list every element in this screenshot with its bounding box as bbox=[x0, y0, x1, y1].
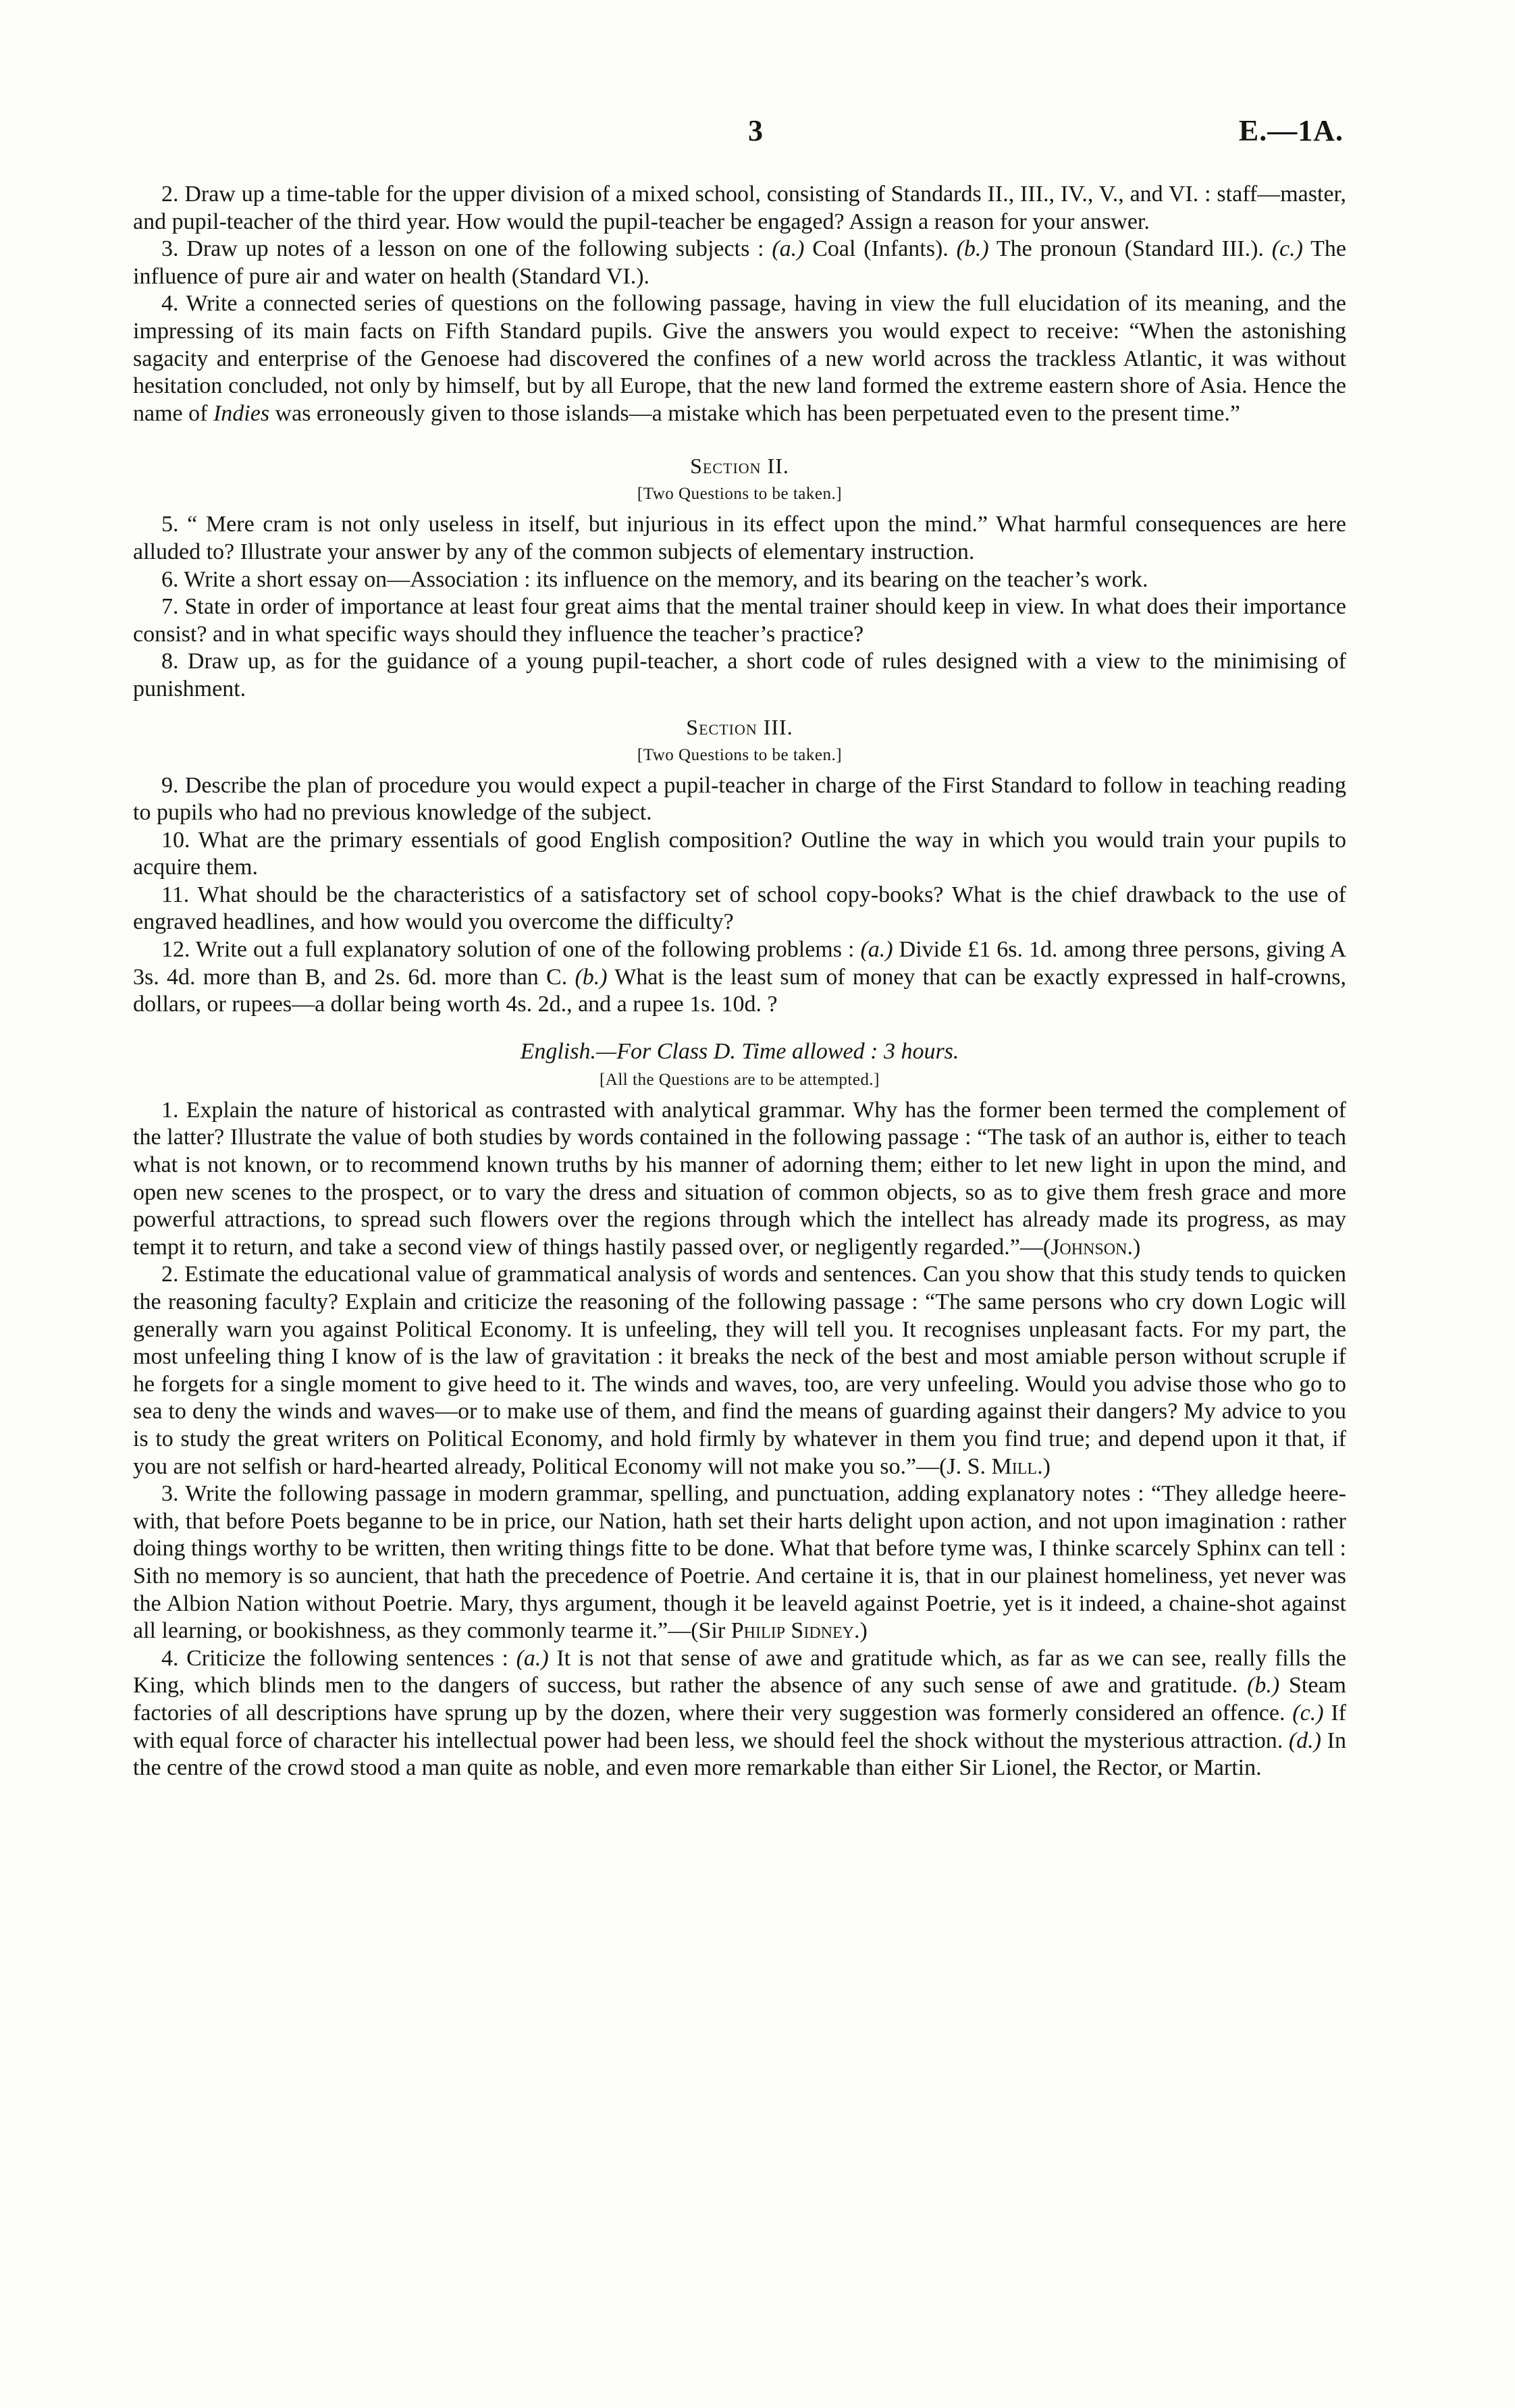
question-9: 9. Describe the plan of procedure you would expect a pupil-teacher in charge of the First Standard to follow in teaching reading to pupils who had no previous knowledge of the subject. bbox=[133, 772, 1346, 826]
eq4-c-text: If with equal force of character his intellectual power had been less, we should feel the shock without the mysterious attraction. bbox=[133, 1700, 1346, 1753]
q3-c-label: (c.) bbox=[1271, 236, 1303, 262]
q3-a-label: (a.) bbox=[772, 236, 805, 262]
question-4 bbox=[133, 290, 1346, 427]
english-paper-heading: English.—For Class D. Time allowed : 3 hours. bbox=[520, 1038, 959, 1064]
question-2: 2. Draw up a time-table for the upper division of a mixed school, consisting of Standards II., III., IV., V., and VI. : staff—master, and pupil-teacher of the third year. How would the pupil-teacher be engaged? Assign a reason for your answer. bbox=[133, 182, 1346, 234]
eq4-b-text: Steam factories of all descriptions have sprung up by the dozen, where their very suggestion was formerly considered an offence. bbox=[133, 1673, 1347, 1725]
english-instruction: [All the Questions are to be attempted.] bbox=[599, 1070, 880, 1089]
eq4-a-label: (a.) bbox=[516, 1645, 549, 1671]
eq4-lead: 4. Criticize the following sentences : bbox=[161, 1645, 516, 1671]
english-question-1 bbox=[133, 1097, 1346, 1262]
document-reference: E.—1A. bbox=[1238, 114, 1344, 147]
eq3-close: .) bbox=[854, 1618, 868, 1644]
eq2-text: 2. Estimate the educational value of grammatical analysis of words and sentences. Can you show that this study tends to quicken the reasoning faculty? Explain and criticize the reasoning of the following passage : “The same persons who cry down Logic will generally warn you against Political Economy. It is unfeeling, they will tell you. It recognises unpleasant facts. For my part, the most unfeeling thing I know of is the law of gravitation : it breaks the neck of the best and most amiable person without scruple if he forgets for a single moment to give heed to it. The winds and waves, too, are very unfeeling. Would you advise those who go to sea to deny the winds and waves—or to make use of them, and find the means of guarding against their dangers? My advice to you is to study the great writers on Political Economy, and hold firmly by whatever in them you find true; and depend upon it that, if you are not selfish or hard-hearted already, Political Economy will not make you so.”—(J. S. bbox=[133, 1262, 1346, 1479]
page-body bbox=[133, 181, 1346, 1782]
question-11: 11. What should be the characteristics of a satisfactory set of school copy-books? What is the chief drawback to the use of engraved headlines, and how would you overcome the difficulty? bbox=[133, 882, 1346, 935]
question-6: 6. Write a short essay on—Association : its influence on the memory, and its bearing on the teacher’s work. bbox=[161, 566, 1148, 592]
eq2-close: .) bbox=[1037, 1453, 1051, 1479]
eq1-author: Johnson bbox=[1051, 1234, 1127, 1260]
eq4-d-text: In the centre of the crowd stood a man quite as noble, and even more remarkable than either Sir Lionel, the Rector, or Martin. bbox=[133, 1728, 1346, 1781]
eq1-close: .) bbox=[1127, 1234, 1141, 1260]
q12-a-label: (a.) bbox=[860, 937, 893, 963]
q12-b-label: (b.) bbox=[575, 964, 608, 990]
q3-b-text: The pronoun (Standard III.). bbox=[988, 236, 1272, 262]
page-header bbox=[0, 113, 1515, 154]
question-8: 8. Draw up, as for the guidance of a young pupil-teacher, a short code of rules designed with a view to the minimising of punishment. bbox=[133, 649, 1346, 701]
eq4-d-label: (d.) bbox=[1288, 1728, 1322, 1753]
q3-c-text: The influence of pure air and water on health (Standard VI.). bbox=[133, 236, 1346, 289]
q12-b-text: What is the least sum of money that can be exactly expressed in half-crowns, dollars, or rupees—a dollar being worth 4s. 2d., and a rupee 1s. 10d. ? bbox=[133, 964, 1346, 1017]
eq3-text: 3. Write the following passage in modern grammar, spelling, and punctuation, adding explanatory notes : “They alledge heere-with, that before Poets beganne to be in price, our Nation, hath set their harts delight upon action, and not upon imagination : rather doing things worthy to be written, then writing things fitte to be done. What that before tyme was, I thinke scarcely Sphinx can tell : Sith no memory is so auncient, that hath the precedence of Poetrie. And certaine it is, that in our plainest homeliness, yet never was the Albion Nation without Poetrie. Mary, thys argument, though it be leaveld against Poetrie, yet is it indeed, a chaine-shot against all learning, or bookishness, as they commonly tearme it.”—(Sir bbox=[133, 1481, 1346, 1644]
section-2-title: Section II. bbox=[690, 454, 789, 479]
q4-lead: 4. Write a connected series of questions on the following passage, having in view the full elucidation of its meaning, and the impressing of its main facts on Fifth Standard pupils. Give the answers you would expect to receive: “When the astonishing sagacity and enterprise of the Genoese had discovered the confines of a new world across the trackless Atlantic, it was without hesitation concluded, not only by himself, but by all Europe, that the new land formed the extreme eastern shore of Asia. Hence the name of bbox=[133, 291, 1346, 426]
english-question-3 bbox=[133, 1480, 1346, 1645]
page-number: 3 bbox=[748, 114, 763, 147]
section-2-instruction: [Two Questions to be taken.] bbox=[637, 485, 843, 504]
question-10: 10. What are the primary essentials of good English composition? Outline the way in which you would train your pupils to acquire them. bbox=[133, 827, 1346, 880]
eq4-b-label: (b.) bbox=[1247, 1673, 1280, 1698]
eq3-author: Philip Sidney bbox=[730, 1618, 854, 1644]
q3-b-label: (b.) bbox=[956, 236, 989, 262]
question-3 bbox=[133, 236, 1346, 290]
question-5: 5. “ Mere cram is not only useless in itself, but injurious in its effect upon the mind.” What harmful consequences are here alluded to? Illustrate your answer by any of the common subjects of elementary instruction. bbox=[133, 512, 1346, 564]
q12-lead: 12. Write out a full explanatory solution of one of the following problems : bbox=[161, 937, 861, 963]
section-3-instruction: [Two Questions to be taken.] bbox=[637, 745, 843, 764]
eq4-c-label: (c.) bbox=[1292, 1700, 1324, 1725]
question-7: 7. State in order of importance at least four great aims that the mental trainer should keep in view. In what does their importance consist? and in what specific ways should they influence the teacher’s practice? bbox=[133, 594, 1346, 647]
q4-tail: was erroneously given to those islands—a mistake which has been perpetuated even to the present time.” bbox=[269, 400, 1241, 426]
eq1-text: 1. Explain the nature of historical as contrasted with analytical grammar. Why has the former been termed the complement of the latter? Illustrate the value of both studies by words contained in the following passage : “The task of an author is, either to teach what is not known, or to recommend known truths by his manner of adorning them; either to let new light in upon the mind, and open new scenes to the prospect, or to vary the dress and situation of common objects, so as to give them fresh grace and more powerful attractions, to spread such flowers over the regions through which the intellect has already made its progress, as may tempt it to return, and take a second view of things hastily passed over, or negligently regarded.”—( bbox=[133, 1097, 1346, 1260]
q12-a-text: Divide £1 6s. 1d. among three persons, giving A 3s. 4d. more than B, and 2s. 6d. more than C. bbox=[133, 937, 1346, 990]
q3-a-text: Coal (Infants). bbox=[804, 236, 957, 262]
q3-lead: 3. Draw up notes of a lesson on one of the following subjects : bbox=[161, 236, 772, 262]
q4-italic-word: Indies bbox=[213, 400, 270, 426]
english-question-4 bbox=[133, 1645, 1346, 1782]
eq2-author: Mill bbox=[991, 1453, 1038, 1479]
section-3-title: Section III. bbox=[686, 714, 793, 739]
english-question-2 bbox=[133, 1261, 1346, 1480]
eq4-a-text: It is not that sense of awe and gratitude which, as far as we can see, really fills the King, which blinds men to the dangers of success, but rather the absence of any such sense of awe and gratitude. bbox=[133, 1645, 1346, 1698]
question-12 bbox=[133, 936, 1346, 1019]
